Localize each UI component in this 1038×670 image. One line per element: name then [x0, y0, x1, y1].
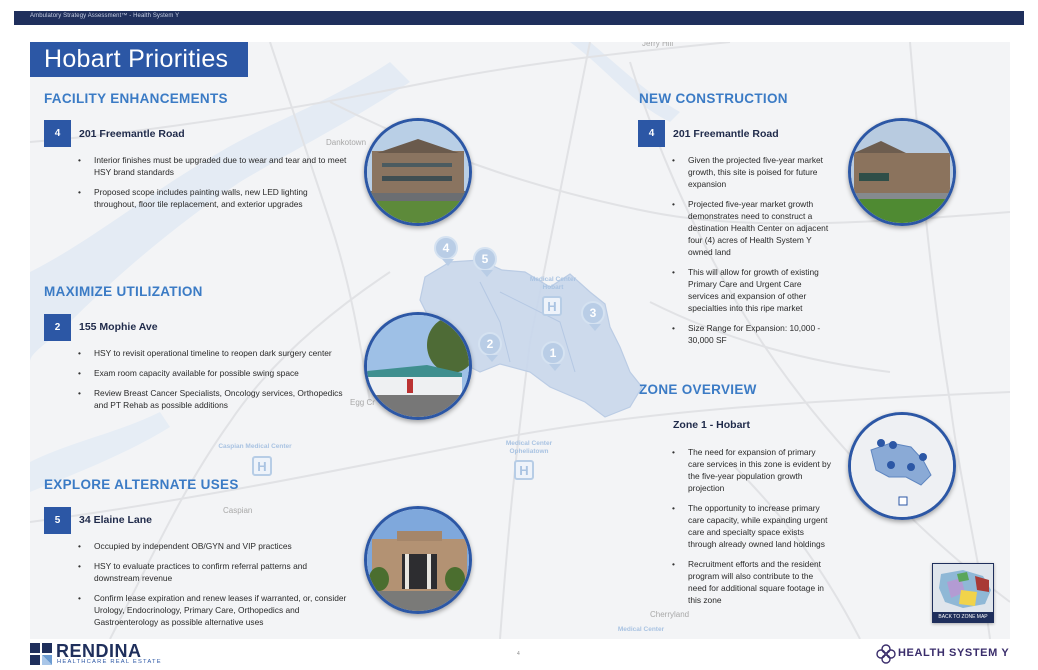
bullet-item: • HSY to revisit operational timeline to reopen dark surgery center	[78, 347, 358, 359]
section-heading-zone: ZONE OVERVIEW	[639, 382, 757, 397]
site-address: 155 Mophie Ave	[79, 321, 158, 333]
page-title-box	[30, 42, 248, 77]
town-label: Egg Cr	[350, 398, 375, 407]
site-number-badge: 4	[638, 120, 665, 147]
section-heading-construction: NEW CONSTRUCTION	[639, 91, 788, 106]
bullet-item: • The need for expansion of primary care services in this zone is evident by the five-year population growth projection	[672, 446, 834, 494]
medical-center-label: Medical Center Hobart	[529, 276, 577, 291]
utilization-bullets	[78, 347, 358, 419]
hospital-icon[interactable]: H	[514, 460, 534, 480]
building-photo-elaine	[364, 506, 472, 614]
zone-map-thumbnail-icon	[933, 564, 994, 614]
section-heading-alternate: EXPLORE ALTERNATE USES	[44, 477, 239, 492]
facility-bullets	[78, 154, 348, 218]
town-label: Caspian	[223, 506, 253, 515]
bullet-item: • Given the projected five-year market growth, this site is poised for future expansion	[672, 154, 832, 190]
town-label: Dankotown	[326, 138, 367, 147]
zone-bullets	[672, 446, 834, 614]
bullet-item: • This will allow for growth of existing Primary Care and Urgent Care services and expansion of other specialties into this ripe market	[672, 266, 832, 314]
page-number: 4	[517, 651, 520, 657]
health-system-name: HEALTH SYSTEM Y	[898, 647, 1010, 659]
header-title: Ambulatory Strategy Assessment™ - Health System Y	[30, 13, 180, 19]
medical-center-label: Caspian Medical Center	[218, 443, 292, 450]
medical-center-label: Medical Center	[617, 626, 665, 633]
bullet-item: • Recruitment efforts and the resident program will also contribute to the need for additional square footage in this zone	[672, 558, 834, 606]
map-pin-3[interactable]: 3	[581, 301, 605, 325]
building-photo-construction	[848, 118, 956, 226]
site-number-badge: 4	[44, 120, 71, 147]
site-number-badge: 2	[44, 314, 71, 341]
rendina-mark-icon	[30, 643, 52, 665]
map-pin-4[interactable]: 4	[434, 236, 458, 260]
section-heading-utilization: MAXIMIZE UTILIZATION	[44, 284, 203, 299]
bullet-item: • Confirm lease expiration and renew leases if warranted, or, consider Urology, Endocrinology, Primary Care, Orthopedics and Gastroenterology as possible alternative uses	[78, 592, 353, 628]
health-system-y-logo	[876, 644, 1010, 669]
map-pin-1[interactable]: 1	[541, 341, 565, 365]
rendina-name: RENDINA	[56, 641, 142, 661]
bullet-item: • Proposed scope includes painting walls, new LED lighting throughout, floor tile replacement, and exterior upgrades	[78, 186, 348, 210]
building-photo-freemantle	[364, 118, 472, 226]
header-bar	[14, 11, 1024, 25]
site-address: 201 Freemantle Road	[673, 128, 779, 140]
site-number-badge: 5	[44, 507, 71, 534]
rendina-tagline: HEALTHCARE REAL ESTATE	[57, 659, 162, 665]
health-system-flower-icon	[876, 644, 896, 664]
bullet-item: • Occupied by independent OB/GYN and VIP practices	[78, 540, 353, 552]
back-to-zone-map-button[interactable]	[932, 563, 994, 623]
bullet-item: • The opportunity to increase primary care capacity, while expanding urgent care and specialty space exists through already owned land holdings	[672, 502, 834, 550]
medical-center-label: Medical Center Opheliatown	[505, 440, 553, 455]
bullet-item: • HSY to evaluate practices to confirm referral patterns and downstream revenue	[78, 560, 353, 584]
map-pin-2[interactable]: 2	[478, 332, 502, 356]
back-to-zone-map-label: BACK TO ZONE MAP	[933, 612, 993, 622]
page-title: Hobart Priorities	[44, 45, 229, 73]
site-address: 201 Freemantle Road	[79, 128, 185, 140]
section-heading-facility: FACILITY ENHANCEMENTS	[44, 91, 228, 106]
town-label: Jerry Hill	[642, 42, 674, 48]
bullet-item: • Review Breast Cancer Specialists, Oncology services, Orthopedics and PT Rehab as possible additions	[78, 387, 358, 411]
zone-overview-map[interactable]	[848, 412, 956, 520]
hospital-icon[interactable]: H	[252, 456, 272, 476]
zone-subtitle: Zone 1 - Hobart	[673, 419, 751, 431]
bullet-item: • Size Range for Expansion: 10,000 - 30,000 SF	[672, 322, 832, 346]
construction-bullets	[672, 154, 832, 354]
hospital-icon[interactable]: H	[542, 296, 562, 316]
alternate-bullets	[78, 540, 353, 636]
map-pin-5[interactable]: 5	[473, 247, 497, 271]
bullet-item: • Interior finishes must be upgraded due to wear and tear and to meet HSY brand standards	[78, 154, 348, 178]
site-address: 34 Elaine Lane	[79, 514, 152, 526]
town-label: Cherryland	[650, 610, 690, 619]
bullet-item: • Exam room capacity available for possible swing space	[78, 367, 358, 379]
bullet-item: • Projected five-year market growth demonstrates need to construct a destination Health Center on adjacent four (4) acres of Health System Y owned land	[672, 198, 832, 258]
building-photo-mophie	[364, 312, 472, 420]
